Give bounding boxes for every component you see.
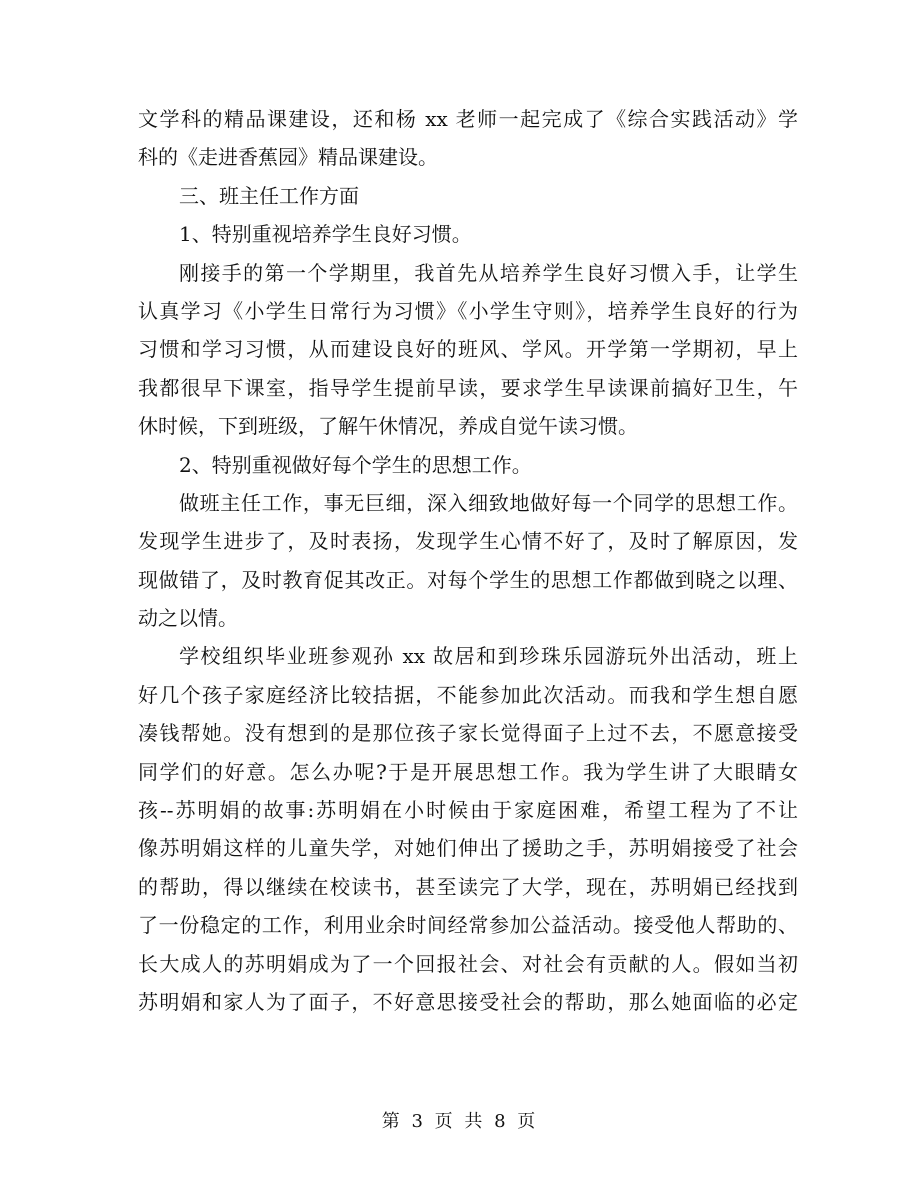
page-number-footer: 第 3 页 共 8 页 [381, 1111, 539, 1132]
text-line: 长大成人的苏明娟成为了一个回报社会、对社会有贡献的人。假如当初 [138, 951, 798, 976]
text-line: 好几个孩子家庭经济比较拮据，不能参加此次活动。而我和学生想自愿 [138, 682, 798, 707]
text-line: 孩--苏明娟的故事:苏明娟在小时候由于家庭困难，希望工程为了不让 [138, 798, 798, 823]
text-line: 现做错了，及时教育促其改正。对每个学生的思想工作都做到晓之以理、 [138, 567, 798, 592]
text-line: 我都很早下课室，指导学生提前早读，要求学生早读课前搞好卫生，午 [138, 375, 798, 400]
text-line: 苏明娟和家人为了面子，不好意思接受社会的帮助，那么她面临的必定 [138, 989, 798, 1014]
text-line: 做班主任工作，事无巨细，深入细致地做好每一个同学的思想工作。 [179, 490, 798, 515]
text-line: 同学们的好意。怎么办呢?于是开展思想工作。我为学生讲了大眼睛女 [138, 759, 798, 784]
subsection-heading: 1、特别重视培养学生良好习惯。 [179, 222, 472, 247]
text-line: 动之以情。 [138, 606, 238, 631]
text-line: 发现学生进步了，及时表扬，发现学生心情不好了，及时了解原因，发 [138, 529, 798, 554]
text-line: 的帮助，得以继续在校读书，甚至读完了大学，现在，苏明娟已经找到 [138, 874, 798, 899]
text-line: 刚接手的第一个学期里，我首先从培养学生良好习惯入手，让学生 [179, 260, 798, 285]
subsection-heading: 2、特别重视做好每个学生的思想工作。 [179, 452, 532, 477]
text-line: 认真学习《小学生日常行为习惯》《小学生守则》，培养学生良好的行为 [138, 298, 798, 323]
text-line: 文学科的精品课建设，还和杨 xx 老师一起完成了《综合实践活动》学 [138, 107, 798, 131]
text-line: 习惯和学习习惯，从而建设良好的班风、学风。开学第一学期初，早上 [138, 337, 798, 362]
document-body [138, 100, 798, 1021]
text-line: 了一份稳定的工作，利用业余时间经常参加公益活动。接受他人帮助的、 [138, 913, 798, 938]
section-heading: 三、班主任工作方面 [179, 183, 359, 208]
text-line: 休时候，下到班级，了解午休情况，养成自觉午读习惯。 [138, 414, 638, 439]
text-line: 学校组织毕业班参观孙 xx 故居和到珍珠乐园游玩外出活动，班上 [179, 644, 798, 669]
text-line: 科的《走进香蕉园》精品课建设。 [138, 145, 438, 170]
text-line: 凑钱帮她。没有想到的是那位孩子家长觉得面子上过不去，不愿意接受 [138, 721, 798, 746]
text-line: 像苏明娟这样的儿童失学，对她们伸出了援助之手，苏明娟接受了社会 [138, 836, 798, 861]
